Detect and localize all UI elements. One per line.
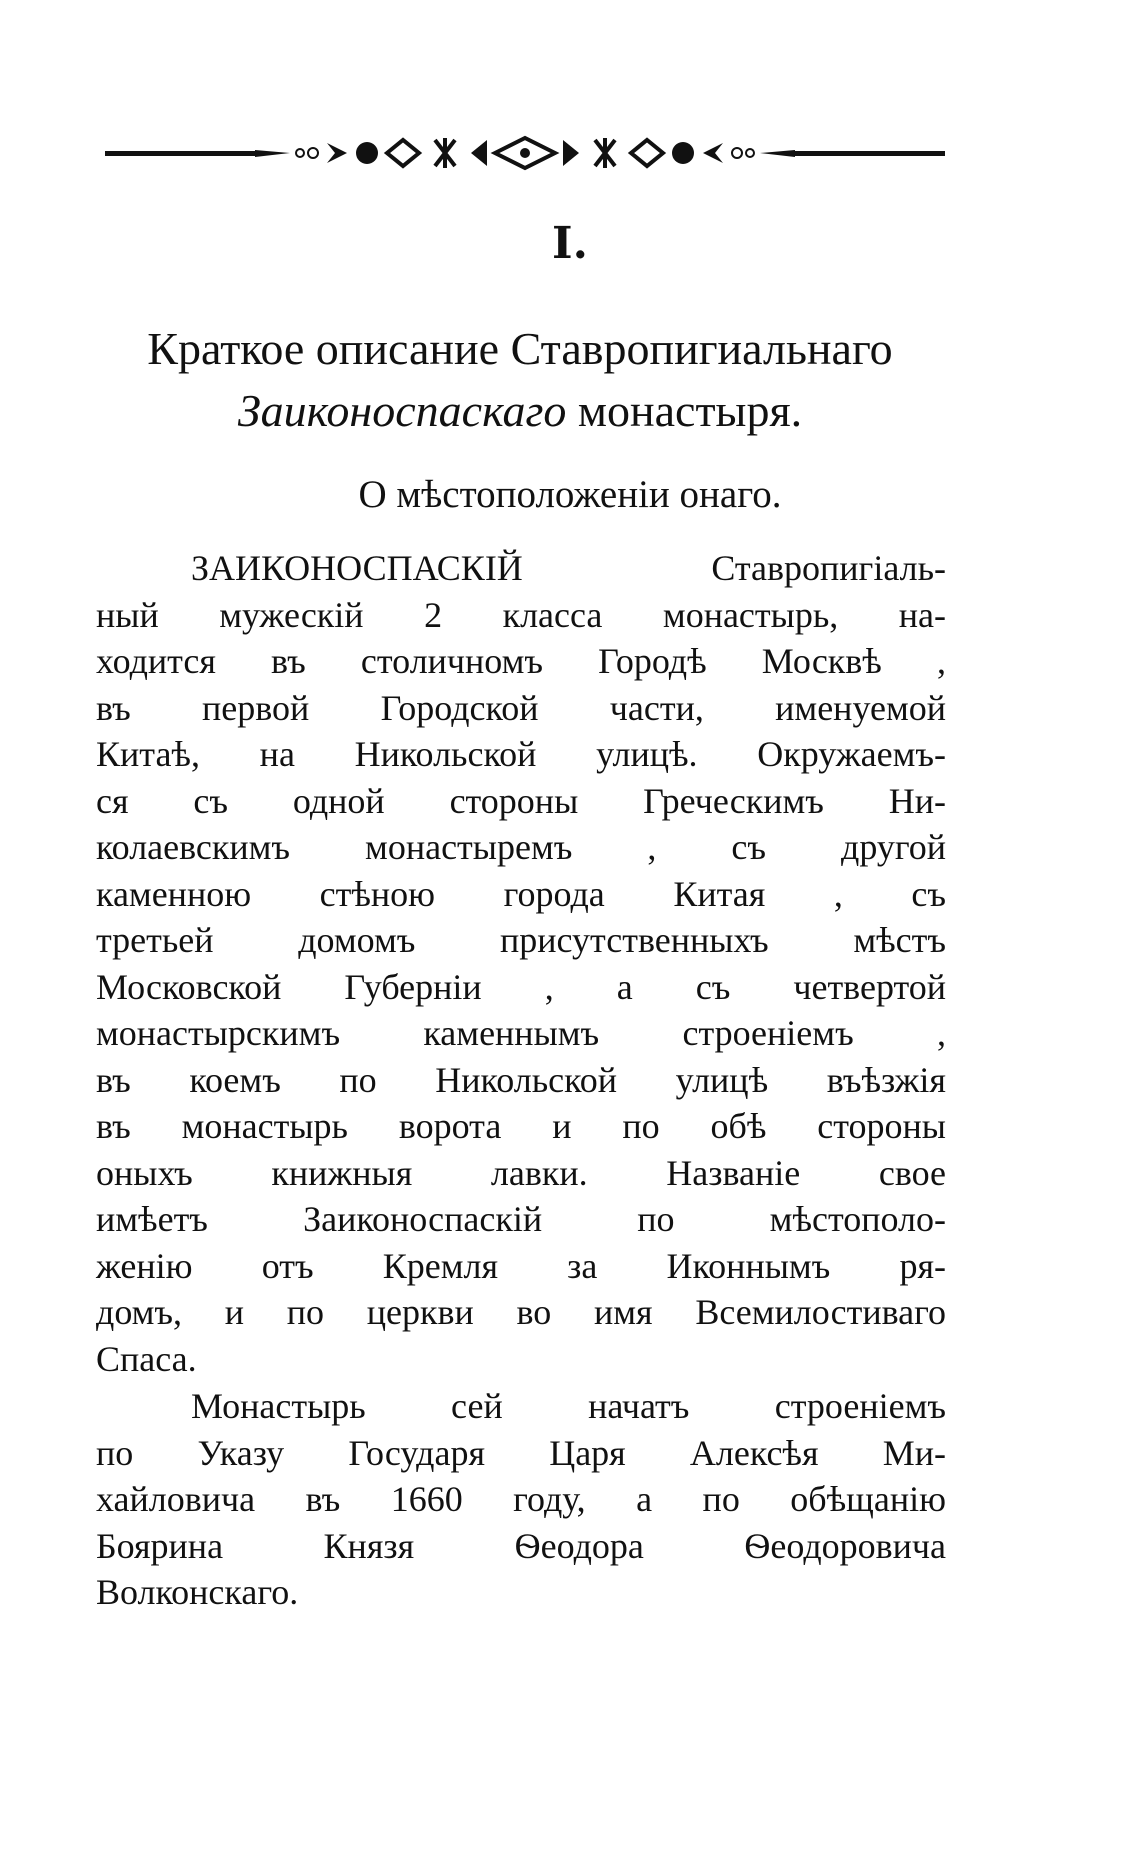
text-line: ходится въ столичномъ Городѣ Москвѣ ,	[96, 641, 946, 681]
text-line: Монастырь сей начатъ строеніемъ	[191, 1386, 946, 1426]
title-line-1: Краткое описание Ставропигиальнаго	[147, 323, 893, 374]
text-line: колаевскимъ монастыремъ , съ другой	[96, 827, 946, 867]
text-line: Боярина Князя Ѳеодора Ѳеодоровича	[96, 1525, 946, 1566]
text-line: домъ, и по церкви во имя Всемилостиваго	[96, 1292, 946, 1332]
paragraph-location	[96, 545, 946, 1382]
text-line: въ монастырь ворота и по обѣ стороны	[96, 1106, 946, 1146]
text-line: третьей домомъ присутственныхъ мѣстъ	[96, 920, 946, 960]
chapter-title	[95, 318, 945, 442]
text-line: ЗАИКОНОСПАСКІЙ Ставропигіаль-	[191, 548, 946, 588]
ornamental-divider	[105, 128, 945, 178]
text-line: Московской Губерніи , а съ четвертой	[96, 966, 946, 1007]
title-italic-word: Заиконоспаскаго	[237, 385, 567, 436]
section-subtitle: О мѣстоположеніи онаго.	[358, 473, 782, 516]
text-line: ный мужескій 2 класса монастырь, на-	[96, 594, 946, 635]
text-line: Волконскаго.	[96, 1572, 299, 1612]
text-line: каменною стѣною города Китая , съ	[96, 873, 946, 914]
title-line-2	[95, 380, 945, 442]
text-line: оныхъ книжныя лавки. Названіе свое	[96, 1152, 946, 1193]
text-line: монастырскимъ каменнымъ строеніемъ ,	[96, 1013, 946, 1053]
text-line: Китаѣ, на Никольской улицѣ. Окружаемъ-	[96, 734, 946, 774]
text-line: Спаса.	[96, 1338, 197, 1379]
text-line: по Указу Государя Царя Алексѣя Ми-	[96, 1432, 946, 1473]
text-line: женію отъ Кремля за Иконнымъ ря-	[96, 1245, 946, 1286]
paragraph-founding	[96, 1383, 946, 1616]
text-line: въ первой Городской части, именуемой	[96, 687, 946, 728]
text-line: въ коемъ по Никольской улицѣ въѣзжія	[96, 1059, 946, 1100]
text-line: ся съ одной стороны Греческимъ Ни-	[96, 780, 946, 821]
section-numeral: I.	[552, 218, 588, 269]
title-line-2-rest: монастыря.	[566, 385, 803, 436]
text-line: имѣетъ Заиконоспаскій по мѣстополо-	[96, 1199, 946, 1239]
text-line: хайловича въ 1660 году, а по обѣщанію	[96, 1479, 946, 1519]
